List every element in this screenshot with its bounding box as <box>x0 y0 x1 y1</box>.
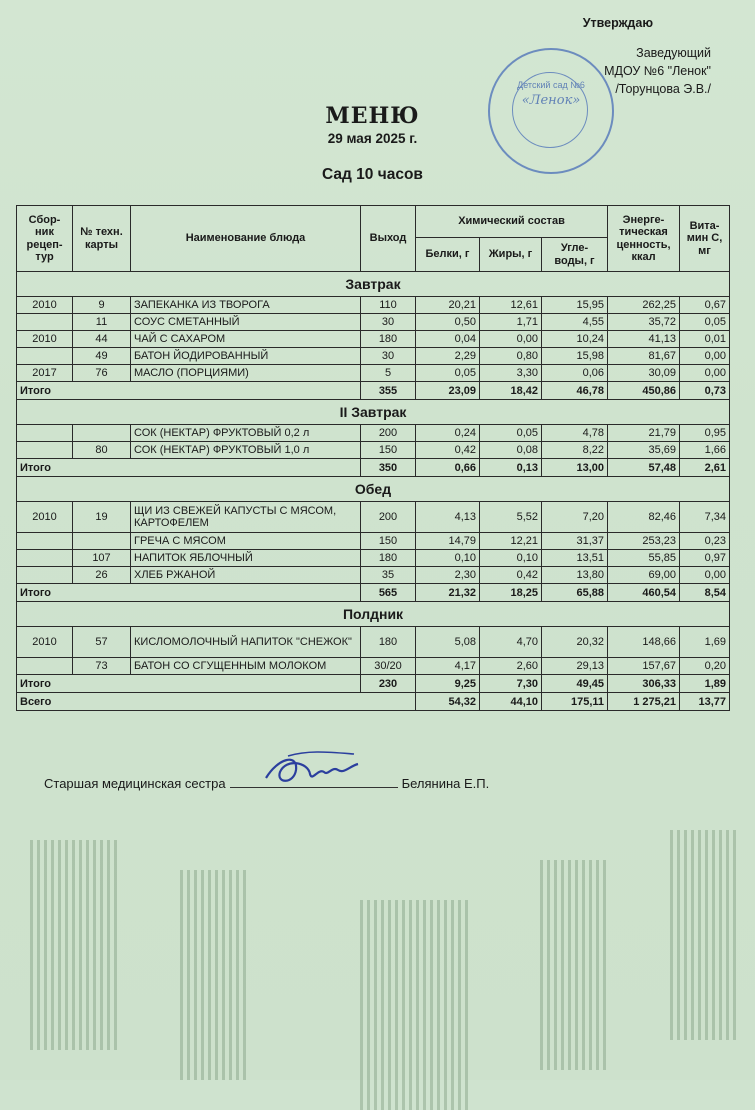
recipe-book-cell: 2017 <box>17 365 73 382</box>
recipe-book-cell <box>17 658 73 675</box>
output-cell: 180 <box>361 627 416 658</box>
output-cell: 110 <box>361 297 416 314</box>
approval-organization: МДОУ №6 "Ленок" <box>604 64 711 78</box>
tech-card-cell: 11 <box>73 314 131 331</box>
bleed-through-mark <box>540 860 610 1070</box>
tech-card-cell: 57 <box>73 627 131 658</box>
dish-name-cell: БАТОН СО СГУЩЕННЫМ МОЛОКОМ <box>131 658 361 675</box>
subtotal-energy: 450,86 <box>608 382 680 400</box>
protein-cell: 0,50 <box>416 314 480 331</box>
vitamin-cell: 0,97 <box>680 550 730 567</box>
bleed-through-mark <box>360 900 470 1110</box>
carbs-cell: 4,78 <box>542 425 608 442</box>
fat-cell: 1,71 <box>480 314 542 331</box>
vitamin-cell: 0,00 <box>680 365 730 382</box>
output-cell: 150 <box>361 533 416 550</box>
fat-cell: 0,00 <box>480 331 542 348</box>
header-recipe-book: Сбор-ник рецеп-тур <box>17 206 73 272</box>
subtotal-fat: 0,13 <box>480 459 542 477</box>
output-cell: 30 <box>361 314 416 331</box>
fat-cell: 0,80 <box>480 348 542 365</box>
grand-total-label: Всего <box>17 693 416 711</box>
section-title: Завтрак <box>17 272 730 297</box>
tech-card-cell: 44 <box>73 331 131 348</box>
recipe-book-cell <box>17 442 73 459</box>
tech-card-cell <box>73 533 131 550</box>
output-cell: 180 <box>361 331 416 348</box>
vitamin-cell: 1,69 <box>680 627 730 658</box>
vitamin-cell: 0,00 <box>680 348 730 365</box>
fat-cell: 12,21 <box>480 533 542 550</box>
tech-card-cell: 73 <box>73 658 131 675</box>
energy-cell: 21,79 <box>608 425 680 442</box>
carbs-cell: 20,32 <box>542 627 608 658</box>
subtotal-vitamin: 2,61 <box>680 459 730 477</box>
energy-cell: 262,25 <box>608 297 680 314</box>
energy-cell: 35,69 <box>608 442 680 459</box>
fat-cell: 0,08 <box>480 442 542 459</box>
output-cell: 200 <box>361 425 416 442</box>
header-carbs: Угле-воды, г <box>542 238 608 272</box>
carbs-cell: 15,98 <box>542 348 608 365</box>
protein-cell: 2,30 <box>416 567 480 584</box>
energy-cell: 81,67 <box>608 348 680 365</box>
subtotal-protein: 23,09 <box>416 382 480 400</box>
dish-name-cell: НАПИТОК ЯБЛОЧНЫЙ <box>131 550 361 567</box>
energy-cell: 30,09 <box>608 365 680 382</box>
fat-cell: 3,30 <box>480 365 542 382</box>
table-row <box>17 331 730 348</box>
table-row <box>17 627 730 658</box>
section-header-row <box>17 400 730 425</box>
signature-role: Старшая медицинская сестра <box>44 776 226 791</box>
recipe-book-cell <box>17 425 73 442</box>
output-cell: 35 <box>361 567 416 584</box>
subtotal-label: Итого <box>17 584 361 602</box>
vitamin-cell: 1,66 <box>680 442 730 459</box>
grand-total-carbs: 175,11 <box>542 693 608 711</box>
subtotal-vitamin: 1,89 <box>680 675 730 693</box>
recipe-book-cell <box>17 550 73 567</box>
header-vitamin: Вита-мин С, мг <box>680 206 730 272</box>
tech-card-cell <box>73 425 131 442</box>
tech-card-cell: 49 <box>73 348 131 365</box>
subtotal-row <box>17 382 730 400</box>
subtotal-carbs: 13,00 <box>542 459 608 477</box>
table-row <box>17 533 730 550</box>
protein-cell: 4,17 <box>416 658 480 675</box>
subtotal-fat: 7,30 <box>480 675 542 693</box>
fat-cell: 5,52 <box>480 502 542 533</box>
table-row <box>17 348 730 365</box>
recipe-book-cell: 2010 <box>17 331 73 348</box>
subtotal-row <box>17 584 730 602</box>
carbs-cell: 4,55 <box>542 314 608 331</box>
fat-cell: 4,70 <box>480 627 542 658</box>
recipe-book-cell <box>17 314 73 331</box>
carbs-cell: 7,20 <box>542 502 608 533</box>
header-chemical: Химический состав <box>416 206 608 238</box>
tech-card-cell: 26 <box>73 567 131 584</box>
carbs-cell: 13,80 <box>542 567 608 584</box>
approval-position: Заведующий <box>636 46 711 60</box>
table-row <box>17 365 730 382</box>
recipe-book-cell: 2010 <box>17 627 73 658</box>
energy-cell: 41,13 <box>608 331 680 348</box>
dish-name-cell: ГРЕЧА С МЯСОМ <box>131 533 361 550</box>
approval-heading: Утверждаю <box>582 16 653 30</box>
section-title: Обед <box>17 477 730 502</box>
fat-cell: 0,42 <box>480 567 542 584</box>
table-row <box>17 658 730 675</box>
fat-cell: 0,10 <box>480 550 542 567</box>
output-cell: 150 <box>361 442 416 459</box>
section-title: Полдник <box>17 602 730 627</box>
section-header-row <box>17 602 730 627</box>
subtotal-output: 355 <box>361 382 416 400</box>
subtotal-carbs: 46,78 <box>542 382 608 400</box>
table-row <box>17 297 730 314</box>
header-energy: Энерге-тическая ценность, ккал <box>608 206 680 272</box>
subtotal-carbs: 49,45 <box>542 675 608 693</box>
fat-cell: 0,05 <box>480 425 542 442</box>
dish-name-cell: ЩИ ИЗ СВЕЖЕЙ КАПУСТЫ С МЯСОМ, КАРТОФЕЛЕМ <box>131 502 361 533</box>
protein-cell: 0,10 <box>416 550 480 567</box>
recipe-book-cell <box>17 567 73 584</box>
recipe-book-cell: 2010 <box>17 502 73 533</box>
tech-card-cell: 76 <box>73 365 131 382</box>
menu-table <box>16 205 730 711</box>
dish-name-cell: ЧАЙ С САХАРОМ <box>131 331 361 348</box>
table-row <box>17 550 730 567</box>
stamp-text-2: «Ленок» <box>521 93 581 108</box>
subtotal-label: Итого <box>17 675 361 693</box>
protein-cell: 2,29 <box>416 348 480 365</box>
protein-cell: 5,08 <box>416 627 480 658</box>
header-tech-card: № техн. карты <box>73 206 131 272</box>
vitamin-cell: 0,23 <box>680 533 730 550</box>
tech-card-cell: 80 <box>73 442 131 459</box>
subtotal-vitamin: 0,73 <box>680 382 730 400</box>
grand-total-protein: 54,32 <box>416 693 480 711</box>
subtotal-fat: 18,42 <box>480 382 542 400</box>
document-subtitle: Сад 10 часов <box>322 166 423 183</box>
subtotal-vitamin: 8,54 <box>680 584 730 602</box>
vitamin-cell: 0,20 <box>680 658 730 675</box>
vitamin-cell: 0,95 <box>680 425 730 442</box>
subtotal-output: 350 <box>361 459 416 477</box>
document-title: МЕНЮ <box>325 103 420 129</box>
subtotal-output: 565 <box>361 584 416 602</box>
header-protein: Белки, г <box>416 238 480 272</box>
tech-card-cell: 19 <box>73 502 131 533</box>
subtotal-energy: 460,54 <box>608 584 680 602</box>
fat-cell: 12,61 <box>480 297 542 314</box>
energy-cell: 55,85 <box>608 550 680 567</box>
signature-name: Белянина Е.П. <box>401 776 490 791</box>
tech-card-cell: 107 <box>73 550 131 567</box>
bleed-through-mark <box>30 840 120 1050</box>
table-row <box>17 314 730 331</box>
carbs-cell: 29,13 <box>542 658 608 675</box>
protein-cell: 0,24 <box>416 425 480 442</box>
dish-name-cell: СОК (НЕКТАР) ФРУКТОВЫЙ 1,0 л <box>131 442 361 459</box>
dish-name-cell: ХЛЕБ РЖАНОЙ <box>131 567 361 584</box>
energy-cell: 69,00 <box>608 567 680 584</box>
vitamin-cell: 0,00 <box>680 567 730 584</box>
vitamin-cell: 0,01 <box>680 331 730 348</box>
energy-cell: 148,66 <box>608 627 680 658</box>
subtotal-row <box>17 459 730 477</box>
dish-name-cell: МАСЛО (ПОРЦИЯМИ) <box>131 365 361 382</box>
subtotal-energy: 306,33 <box>608 675 680 693</box>
carbs-cell: 31,37 <box>542 533 608 550</box>
dish-name-cell: КИСЛОМОЛОЧНЫЙ НАПИТОК "СНЕЖОК" <box>131 627 361 658</box>
carbs-cell: 15,95 <box>542 297 608 314</box>
section-title: II Завтрак <box>17 400 730 425</box>
protein-cell: 0,04 <box>416 331 480 348</box>
recipe-book-cell <box>17 533 73 550</box>
dish-name-cell: СОУС СМЕТАННЫЙ <box>131 314 361 331</box>
carbs-cell: 0,06 <box>542 365 608 382</box>
protein-cell: 0,05 <box>416 365 480 382</box>
subtotal-protein: 21,32 <box>416 584 480 602</box>
energy-cell: 157,67 <box>608 658 680 675</box>
output-cell: 200 <box>361 502 416 533</box>
protein-cell: 14,79 <box>416 533 480 550</box>
dish-name-cell: БАТОН ЙОДИРОВАННЫЙ <box>131 348 361 365</box>
recipe-book-cell <box>17 348 73 365</box>
subtotal-label: Итого <box>17 382 361 400</box>
handwritten-signature <box>258 748 368 792</box>
carbs-cell: 13,51 <box>542 550 608 567</box>
stamp-text-1: Детский сад №6 <box>517 80 585 90</box>
protein-cell: 4,13 <box>416 502 480 533</box>
subtotal-label: Итого <box>17 459 361 477</box>
grand-total-vitamin: 13,77 <box>680 693 730 711</box>
vitamin-cell: 0,05 <box>680 314 730 331</box>
section-header-row <box>17 272 730 297</box>
carbs-cell: 10,24 <box>542 331 608 348</box>
energy-cell: 35,72 <box>608 314 680 331</box>
document-date: 29 мая 2025 г. <box>327 131 418 146</box>
output-cell: 30 <box>361 348 416 365</box>
grand-total-row <box>17 693 730 711</box>
bleed-through-mark <box>670 830 740 1040</box>
table-row <box>17 567 730 584</box>
recipe-book-cell: 2010 <box>17 297 73 314</box>
output-cell: 30/20 <box>361 658 416 675</box>
subtotal-output: 230 <box>361 675 416 693</box>
signature-block <box>44 773 694 791</box>
header-output: Выход <box>361 206 416 272</box>
grand-total-fat: 44,10 <box>480 693 542 711</box>
fat-cell: 2,60 <box>480 658 542 675</box>
vitamin-cell: 0,67 <box>680 297 730 314</box>
tech-card-cell: 9 <box>73 297 131 314</box>
subtotal-carbs: 65,88 <box>542 584 608 602</box>
energy-cell: 82,46 <box>608 502 680 533</box>
protein-cell: 20,21 <box>416 297 480 314</box>
dish-name-cell: СОК (НЕКТАР) ФРУКТОВЫЙ 0,2 л <box>131 425 361 442</box>
subtotal-protein: 0,66 <box>416 459 480 477</box>
table-row <box>17 442 730 459</box>
header-fat: Жиры, г <box>480 238 542 272</box>
subtotal-energy: 57,48 <box>608 459 680 477</box>
table-row <box>17 425 730 442</box>
dish-name-cell: ЗАПЕКАНКА ИЗ ТВОРОГА <box>131 297 361 314</box>
subtotal-protein: 9,25 <box>416 675 480 693</box>
section-header-row <box>17 477 730 502</box>
subtotal-row <box>17 675 730 693</box>
protein-cell: 0,42 <box>416 442 480 459</box>
energy-cell: 253,23 <box>608 533 680 550</box>
approval-name: /Торунцова Э.В./ <box>615 82 711 96</box>
header-dish-name: Наименование блюда <box>131 206 361 272</box>
output-cell: 180 <box>361 550 416 567</box>
carbs-cell: 8,22 <box>542 442 608 459</box>
bleed-through-mark <box>180 870 250 1080</box>
subtotal-fat: 18,25 <box>480 584 542 602</box>
grand-total-energy: 1 275,21 <box>608 693 680 711</box>
table-row <box>17 502 730 533</box>
output-cell: 5 <box>361 365 416 382</box>
vitamin-cell: 7,34 <box>680 502 730 533</box>
